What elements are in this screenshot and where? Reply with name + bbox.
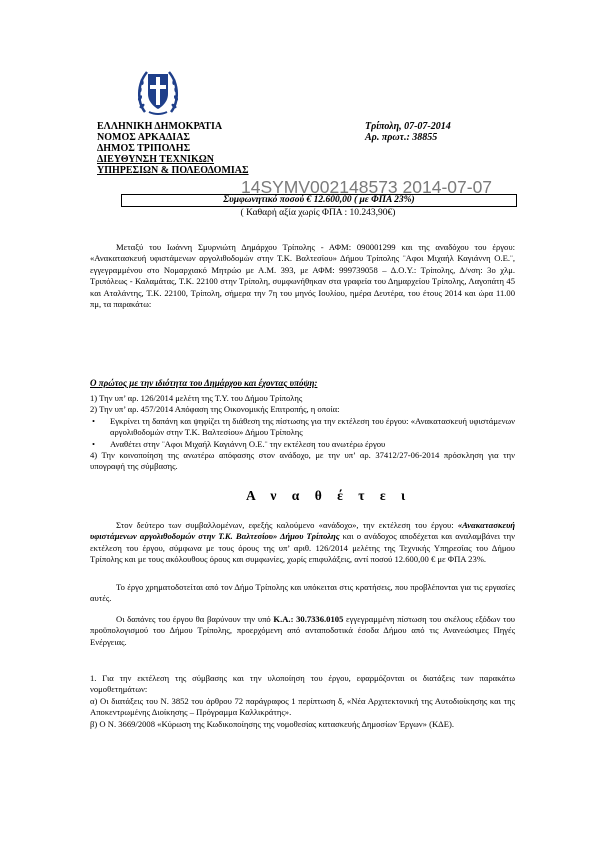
issuer-header: [97, 121, 249, 176]
contract-amount-box: Συμφωνητικό ποσού € 12.600,00 ( με ΦΠΑ 23%): [121, 194, 517, 207]
protocol-number: Αρ. πρωτ.: 38855: [365, 132, 438, 143]
bullet-icon: •: [92, 438, 96, 449]
section-title: Α ν α θ έ τ ε ι: [246, 488, 412, 503]
coat-of-arms-emblem: [135, 62, 181, 118]
directorate-name-cont: ΥΠΗΡΕΣΙΩΝ & ΠΟΛΕΟΔΟΜΙΑΣ: [97, 165, 249, 176]
list-item: 1) Την υπ’ αρ. 126/2014 μελέτη της Τ.Υ. του Δήμου Τρίπολης: [90, 393, 303, 403]
country-name: ΕΛΛΗΝΙΚΗ ΔΗΜΟΚΡΑΤΙΑ: [97, 121, 223, 132]
date-protocol-block: [365, 121, 451, 143]
directorate-name: ΔΙΕΥΘΥΝΣΗ ΤΕΧΝΙΚΩΝ: [97, 154, 214, 165]
legislation-item: α) Οι διατάξεις του Ν. 3852 του άρθρου 72 παράγραφος 1 περίπτωση δ, «Νέα Αρχιτεκτονική της Αυτοδιοίκησης και της Αποκεντρωμένης Διοίκησης – Πρόγραμμα Καλλικράτης».: [90, 695, 515, 718]
list-item: 2) Την υπ’ αρ. 457/2014 Απόφαση της Οικονομικής Επιτροπής, η οποία:: [90, 404, 340, 415]
list-item: • Αναθέτει στην ¨Αφοι Μιχαήλ Καγιάννη Ο.Ε.¨ την εκτέλεση του ανωτέρω έργου: [92, 438, 386, 449]
document-date: Τρίπολη, 07-07-2014: [365, 121, 451, 132]
budget-code: Κ.Α.: 30.7336.0105: [273, 614, 344, 624]
legislation-paragraph: 1. Για την εκτέλεση της σύμβασης και την υλοποίηση του έργου, εφαρμόζονται οι διατάξεις των παρακάτω νομοθετημάτων: α) Οι διατάξεις του Ν. 3852 του άρθρου 72 παράγραφος 1 περίπτωση δ, «Νέα Αρχιτεκτονική της Αυτοδιοίκησης και της Αποκεντρωμένης Διοίκησης – Πρόγραμμα Καλλικράτης». β) Ο Ν. 3669/2008 «Κύρωση της Κωδικοποίησης της νομοθεσίας κατασκευής Δημοσίων Έργων» (ΚΔΕ).: [90, 673, 515, 729]
diavgeia-watermark: 14SYMV002148573 2014-07-07: [241, 177, 493, 197]
municipality-name: ΔΗΜΟΣ ΤΡΙΠΟΛΗΣ: [97, 143, 191, 154]
funding-paragraph: Το έργο χρηματοδοτείται από τον Δήμο Τρίπολης και υπόκειται στις κρατήσεις, που προβλέπονται για τις εργασίες αυτές.: [90, 582, 515, 604]
list-item: 4) Την κοινοποίηση της ανωτέρω απόφασης στον ανάδοχο, με την υπ’ αρ. 37412/27-06-2014 πρόσκληση για την υπογραφή της σύμβασης.: [90, 450, 515, 472]
list-item: • Εγκρίνει τη δαπάνη και ψηφίζει τη διάθεση της πίστωσης για την εκτέλεση του έργου: «Ανακατασκευή υφιστάμενων αργολιθοδομών στην Τ.Κ. Βαλτεσίου» Δήμου Τρίπολης: [92, 415, 515, 438]
prefecture-name: ΝΟΜΟΣ ΑΡΚΑΔΙΑΣ: [97, 132, 190, 143]
budget-code-paragraph: Οι δαπάνες του έργου θα βαρύνουν την υπό Κ.Α.: 30.7336.0105 εγγεγραμμένη πίστωση του σκέλους εξόδων του προϋπολογισμού του Δήμου Τρίπολης, προερχόμενη από ανταποδοτικά έσοδα Δήμου από τις Ανανεώσιμες Πηγές Ενέργειας.: [90, 614, 515, 647]
considering-list: [90, 393, 515, 473]
intro-paragraph: Μεταξύ του Ιωάννη Σμυρνιώτη Δημάρχου Τρίπολης - ΑΦΜ: 090001299 και της αναδόχου του έργου: «Ανακατασκευή υφιστάμενων αργολιθοδομών στην Τ.Κ. Βαλτεσίου» Δήμου Τρίπολης ¨Αφοι Μιχαήλ Καγιάννη Ο.Ε.¨, εγγεγραμμένου στο Νομαρχιακό Μητρώο με Α.Μ. 393, με ΑΦΜ: 999739058 – Δ.Ο.Υ.: Τρίπολης, Δ/νση: 3ο χλμ. Τριπόλεως - Καλαμάτας, Τ.Κ. 22100 στην Τρίπολη, συμφωνήθηκαν στα γραφεία του Δημαρχείου Τρίπολης, Λαγοπάτη 45 και Αταλάντης, Τ.Κ. 22100, Τρίπολη, σήμερα την 7η του μηνός Ιουλίου, ημέρα Δευτέρα, του έτους 2014 και ώρα 11.00 πμ, τα παρακάτω:: [90, 242, 515, 310]
considering-heading: Ο πρώτος με την ιδιότητα του Δημάρχου και έχοντας υπόψη:: [90, 378, 318, 388]
assignment-paragraph: Στον δεύτερο των συμβαλλομένων, εφεξής καλούμενο «ανάδοχο», την εκτέλεση του έργου: «Ανακατασκευή υφιστάμενων αργολιθοδομών στην Τ.Κ. Βαλτεσίου» Δήμου Τρίπολης και ο ανάδοχος αποδέχεται και αναλαμβάνει την εκτέλεση του έργου, σύμφωνα με τους όρους της υπ’ αριθ. 126/2014 μελέτης της Τεχνικής Υπηρεσίας του Δήμου Τρίπολης και με τους ακόλουθους όρους και συμφωνίες, χωρίς επιφυλάξεις, αντί ποσού 12.600,00 € με ΦΠΑ 23%.: [90, 520, 515, 565]
legislation-item: β) Ο Ν. 3669/2008 «Κύρωση της Κωδικοποίησης της νομοθεσίας κατασκευής Δημοσίων Έργων» (ΚΔΕ).: [90, 718, 454, 729]
project-title: «Ανακατασκευή υφιστάμενων αργολιθοδομών στην Τ.Κ. Βαλτεσίου» Δήμου Τρίπολης: [90, 520, 515, 542]
bullet-icon: •: [92, 415, 96, 426]
net-value-line: ( Καθαρή αξία χωρίς ΦΠΑ : 10.243,90€): [240, 208, 396, 218]
